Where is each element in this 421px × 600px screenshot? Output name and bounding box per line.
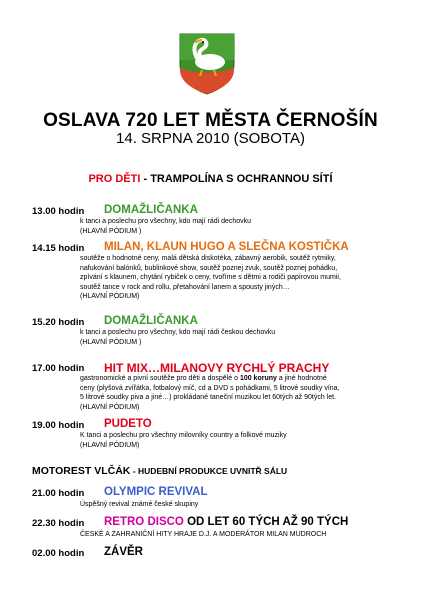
event-name: HIT MIX…MILANOVY RYCHLÝ PRACHY — [104, 361, 330, 375]
event-name: DOMAŽLIČANKA — [104, 204, 198, 216]
event-date: 14. SRPNA 2010 (SOBOTA) — [116, 130, 305, 147]
event-name: DOMAŽLIČANKA — [104, 315, 198, 327]
motorest-section-heading — [32, 465, 287, 477]
event-time: 13.00 hodin — [32, 206, 85, 217]
event-time: 15.20 hodin — [32, 317, 85, 328]
event-time: 19.00 hodin — [32, 420, 85, 431]
event-name-highlight: RETRO DISCO — [104, 516, 184, 528]
event-description-bold: 100 koruny — [239, 375, 277, 382]
event-time: 02.00 hodin — [32, 548, 85, 559]
kids-section-heading — [0, 173, 421, 185]
kids-rest: - TRAMPOLÍNA S OCHRANNOU SÍTÍ — [140, 173, 333, 185]
town-crest-logo — [174, 30, 240, 96]
event-description-part: a jiné hodnotné ceny (plyšová zvířátka, fotbalový míč, cd a DVD s pohádkami, 5 litrové soudky vína, 5 litrové soudky piva a jiné…) prokládané taneční muzikou let 60tých až 90tých let. (HLAVNÍ PÓDIUM) — [80, 375, 340, 411]
event-description: soutěže o hodnotné ceny, malá dětská diskotéka, zábavný aerobik, soutěž rytmiky, nafukování balónků, bublinkové show, soutěž poznej zvuk, soutěž poznej pohádku, zpívání s klaunem, chytání rybiček o ceny, tvoříme s dětmi a rodiči papírovou mumii, soutěž tance v rock and rollu, přetahování lanem a spousty jiných… (HLAVNÍ PÓDIUM) — [80, 255, 341, 300]
event-name-rest: OD LET 60 TÝCH AŽ 90 TÝCH — [183, 516, 349, 528]
event-description: Úspěšný revival známé české skupiny — [80, 501, 199, 508]
event-description: k tanci a poslechu pro všechny, kdo mají rádi dechovku (HLAVNÍ PÓDIUM ) — [80, 218, 252, 235]
event-time: 22.30 hodin — [32, 518, 85, 529]
event-description: k tanci a poslechu pro všechny, kdo mají rádi českou dechovku (HLAVNÍ PÓDIUM ) — [80, 329, 276, 346]
kids-label: PRO DĚTI — [88, 173, 141, 185]
event-description: ČESKÉ A ZAHRANIČNÍ HITY HRAJE D.J. A MODERÁTOR MILAN MUDROCH — [80, 531, 327, 538]
event-description — [80, 374, 400, 412]
event-time: 14.15 hodin — [32, 243, 85, 254]
event-time: 17.00 hodin — [32, 363, 85, 374]
event-description: K tanci a poslechu pro všechny milovníky country a folkové muziky (HLAVNÍ PÓDIUM) — [80, 432, 287, 449]
motorest-label: MOTOREST VLČÁK — [32, 465, 131, 477]
event-name: MILAN, KLAUN HUGO A SLEČNA KOSTIČKA — [104, 241, 349, 253]
motorest-rest: - HUDEBNÍ PRODUKCE UVNITŘ SÁLU — [130, 466, 288, 476]
event-name: ZÁVĚR — [104, 546, 143, 558]
event-name — [104, 516, 348, 528]
page-title: OSLAVA 720 LET MĚSTA ČERNOŠÍN — [43, 110, 378, 131]
event-time: 21.00 hodin — [32, 488, 85, 499]
event-name: OLYMPIC REVIVAL — [104, 486, 208, 498]
event-name: PUDETO — [104, 418, 152, 430]
event-description-part: gastronomické a pivní soutěže pro děti a dospělé o — [80, 375, 240, 382]
